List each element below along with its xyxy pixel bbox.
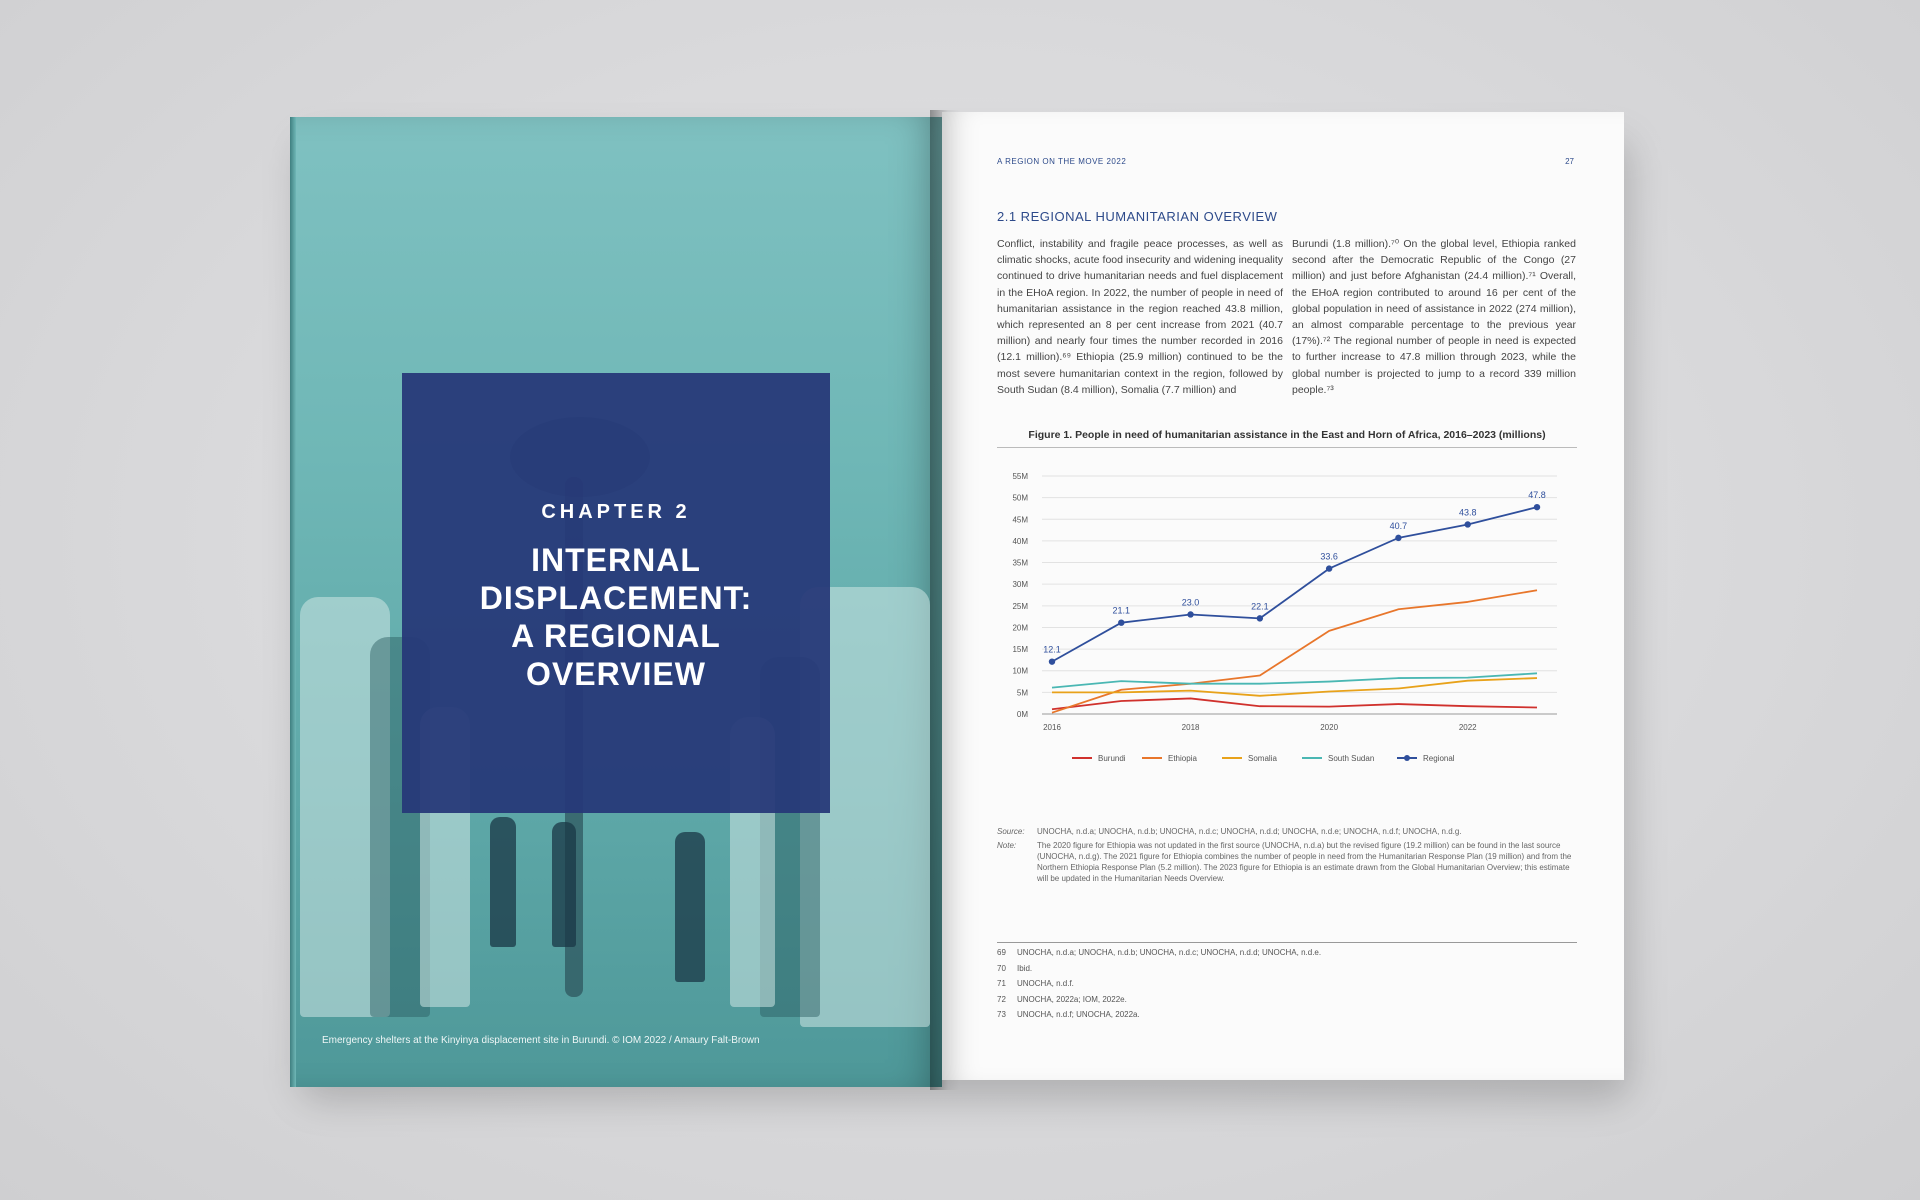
data-point <box>1118 619 1124 625</box>
body-column-2: Burundi (1.8 million).⁷⁰ On the global level, Ethiopia ranked second after the Democratic Republic of the Congo (27 million) and just before Afghanistan (24.4 million).⁷¹ Overall, the EHoA region contributed to around 16 per cent of the global population in need of assistance in 2022 (274 million), an almost comparable percentage to the previous year (17%).⁷² The regional number of people in need is expected to further increase to 47.8 million through 2023, while the global number is projected to jump to a record 339 million people.⁷³ <box>1292 238 1576 396</box>
chapter-title <box>402 541 830 693</box>
data-label: 47.8 <box>1528 490 1546 501</box>
footnote-text: UNOCHA, n.d.f. <box>1017 979 1074 988</box>
x-tick-label: 2016 <box>1043 723 1061 732</box>
y-tick-label: 45M <box>1012 515 1028 525</box>
y-tick-label: 15M <box>1012 645 1028 655</box>
x-tick-label: 2020 <box>1320 723 1339 732</box>
y-tick-label: 30M <box>1012 580 1028 590</box>
data-point <box>1326 565 1332 571</box>
footnote <box>997 979 1321 995</box>
chapter-label: CHAPTER 2 <box>541 501 691 523</box>
body-column-1: Conflict, instability and fragile peace processes, as well as climatic shocks, acute food insecurity and widening inequality continued to drive humanitarian needs and fuel displacement in the EHoA region. In 2022, the number of people in need of humanitarian assistance in the region reached 43.8 million, which represented an 8 per cent increase from 2021 (40.7 million) and nearly four times the number recorded in 2016 (12.1 million).⁶⁹ Ethiopia (25.9 million) continued to be the most severe humanitarian context in the region, followed by South Sudan (8.4 million), Somalia (7.7 million) and <box>997 238 1283 396</box>
note-label: Note: <box>997 841 1017 850</box>
legend-label: Regional <box>1423 754 1455 763</box>
y-tick-label: 25M <box>1012 601 1028 611</box>
data-label: 33.6 <box>1320 551 1338 562</box>
person-silhouette <box>675 832 705 982</box>
y-tick-label: 5M <box>1016 688 1028 698</box>
data-point <box>1395 535 1401 541</box>
data-point <box>1534 504 1540 510</box>
line-chart <box>997 452 1577 792</box>
note-text: The 2020 figure for Ethiopia was not updated in the first source (UNOCHA, n.d.a) but the revised figure (19.2 million) can be found in the last source (UNOCHA, n.d.g). The 2021 figure for Ethiopia combines the number of people in need from the Humanitarian Response Plan (19 million) and from the Northern Ethiopia Response Plan (5.2 million). The 2023 figure for Ethiopia is an estimate drawn from the Global Humanitarian Overview; this estimate will be updated in the Humanitarian Needs Overview. <box>1037 841 1572 883</box>
chapter-title-line: A REGIONAL <box>511 618 721 654</box>
data-label: 23.0 <box>1181 597 1200 608</box>
data-point <box>1187 611 1193 617</box>
footnote <box>997 964 1321 980</box>
chapter-title-line: OVERVIEW <box>526 656 706 692</box>
chapter-title-line: INTERNAL <box>531 542 701 578</box>
data-label: 12.1 <box>1043 644 1061 655</box>
chapter-title-line: DISPLACEMENT: <box>479 580 753 616</box>
legend-label: Burundi <box>1098 754 1126 763</box>
left-page <box>290 117 942 1087</box>
y-tick-label: 55M <box>1012 472 1028 481</box>
data-point <box>1257 615 1263 621</box>
legend-label: Somalia <box>1248 754 1277 763</box>
legend-marker <box>1404 755 1410 761</box>
right-page <box>942 112 1624 1080</box>
x-tick-label: 2022 <box>1458 723 1477 732</box>
series-line-burundi <box>1052 698 1537 709</box>
figure-title: Figure 1. People in need of humanitarian assistance in the East and Horn of Africa, 2016–2023 (millions) <box>1028 429 1546 441</box>
chapter-title-box <box>402 373 830 813</box>
person-silhouette <box>490 817 516 947</box>
data-point <box>1049 658 1055 664</box>
source-label: Source: <box>997 827 1025 836</box>
x-tick-label: 2018 <box>1181 723 1200 732</box>
footnote-text: Ibid. <box>1017 963 1033 973</box>
footnote <box>997 948 1321 964</box>
footnote-number: 71 <box>997 979 1006 988</box>
page-number: 27 <box>1565 157 1574 166</box>
person-silhouette <box>552 822 576 947</box>
footnote-text: UNOCHA, 2022a; IOM, 2022e. <box>1017 994 1127 1004</box>
footnote-number: 69 <box>997 948 1006 957</box>
y-tick-label: 35M <box>1012 558 1028 568</box>
footnote-number: 70 <box>997 963 1006 973</box>
footnote <box>997 1010 1321 1026</box>
section-title: 2.1 REGIONAL HUMANITARIAN OVERVIEW <box>997 209 1278 224</box>
data-point <box>1465 521 1471 527</box>
data-label: 22.1 <box>1251 601 1269 612</box>
footnote-rule <box>997 942 1577 943</box>
legend-label: Ethiopia <box>1168 754 1197 763</box>
footnote-number: 73 <box>997 1010 1006 1019</box>
data-label: 21.1 <box>1112 605 1131 616</box>
photo-caption: Emergency shelters at the Kinyinya displacement site in Burundi. © IOM 2022 / Amaury Falt-Brown <box>322 1035 760 1046</box>
footnote-text: UNOCHA, n.d.a; UNOCHA, n.d.b; UNOCHA, n.d.c; UNOCHA, n.d.d; UNOCHA, n.d.e. <box>1017 948 1322 957</box>
page-edge <box>290 117 296 1087</box>
source-text: UNOCHA, n.d.a; UNOCHA, n.d.b; UNOCHA, n.d.c; UNOCHA, n.d.d; UNOCHA, n.d.e; UNOCHA, n.d.f; UNOCHA, n.d.g. <box>1037 827 1462 836</box>
data-label: 43.8 <box>1458 507 1477 518</box>
data-label: 40.7 <box>1389 520 1408 531</box>
y-tick-label: 0M <box>1016 710 1028 719</box>
y-tick-label: 20M <box>1012 623 1028 633</box>
footnote-number: 72 <box>997 994 1006 1004</box>
legend-label: South Sudan <box>1328 754 1375 763</box>
footnotes <box>997 948 1321 1026</box>
figure-rule <box>997 447 1577 448</box>
footnote-text: UNOCHA, n.d.f; UNOCHA, 2022a. <box>1017 1010 1140 1019</box>
running-head: A REGION ON THE MOVE 2022 <box>997 157 1127 166</box>
y-tick-label: 10M <box>1012 666 1028 676</box>
y-tick-label: 40M <box>1012 536 1028 546</box>
footnote <box>997 995 1321 1011</box>
y-tick-label: 50M <box>1012 493 1028 503</box>
